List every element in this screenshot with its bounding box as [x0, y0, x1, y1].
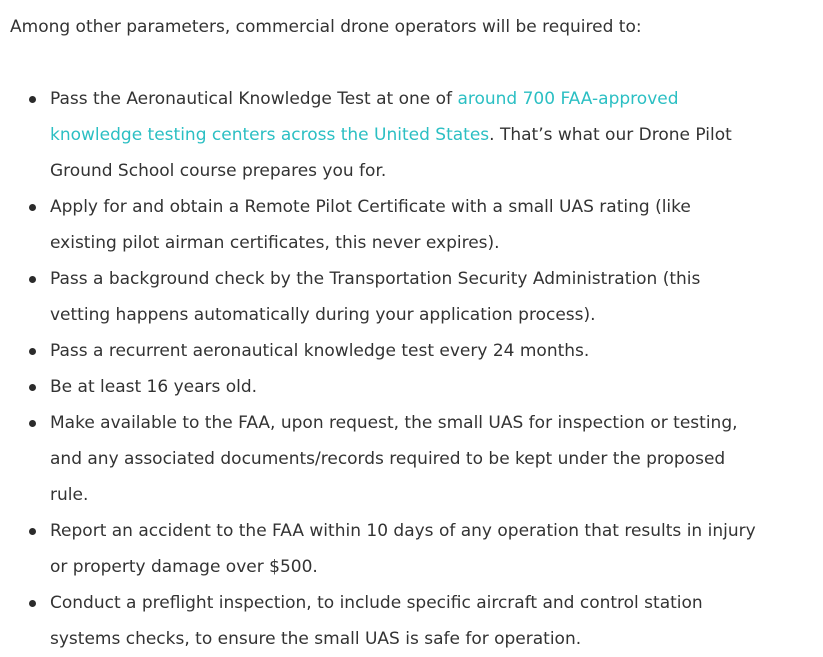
list-item-remote-pilot-certificate: Apply for and obtain a Remote Pilot Certificate with a small UAS rating (like existing pilot airman certificates, this never expires). [50, 189, 756, 261]
list-item-preflight-inspection: Conduct a preflight inspection, to include specific aircraft and control station systems checks, to ensure the small UAS is safe for operation. [50, 585, 756, 657]
list-item-accident-report: Report an accident to the FAA within 10 days of any operation that results in injury or property damage over $500. [50, 513, 756, 585]
list-item-background-check: Pass a background check by the Transportation Security Administration (this vetting happens automatically during your application process). [50, 261, 756, 333]
list-item-knowledge-test [50, 81, 756, 189]
list-item-age-requirement: Be at least 16 years old. [50, 369, 756, 405]
list-item-recurrent-test: Pass a recurrent aeronautical knowledge test every 24 months. [50, 333, 756, 369]
list-item-faa-inspection: Make available to the FAA, upon request, the small UAS for inspection or testing, and any associated documents/records required to be kept under the proposed rule. [50, 405, 756, 513]
list-item-text: . That’s what our Drone Pilot Ground School course prepares you for. [50, 125, 732, 181]
list-item-text: Pass the Aeronautical Knowledge Test at one of [50, 89, 458, 109]
testing-centers-link[interactable]: around 700 FAA-approved knowledge testing centers across the United States [50, 89, 679, 145]
requirements-list [10, 81, 756, 657]
article-content [10, 9, 810, 657]
intro-paragraph: Among other parameters, commercial drone operators will be required to: [10, 17, 642, 37]
